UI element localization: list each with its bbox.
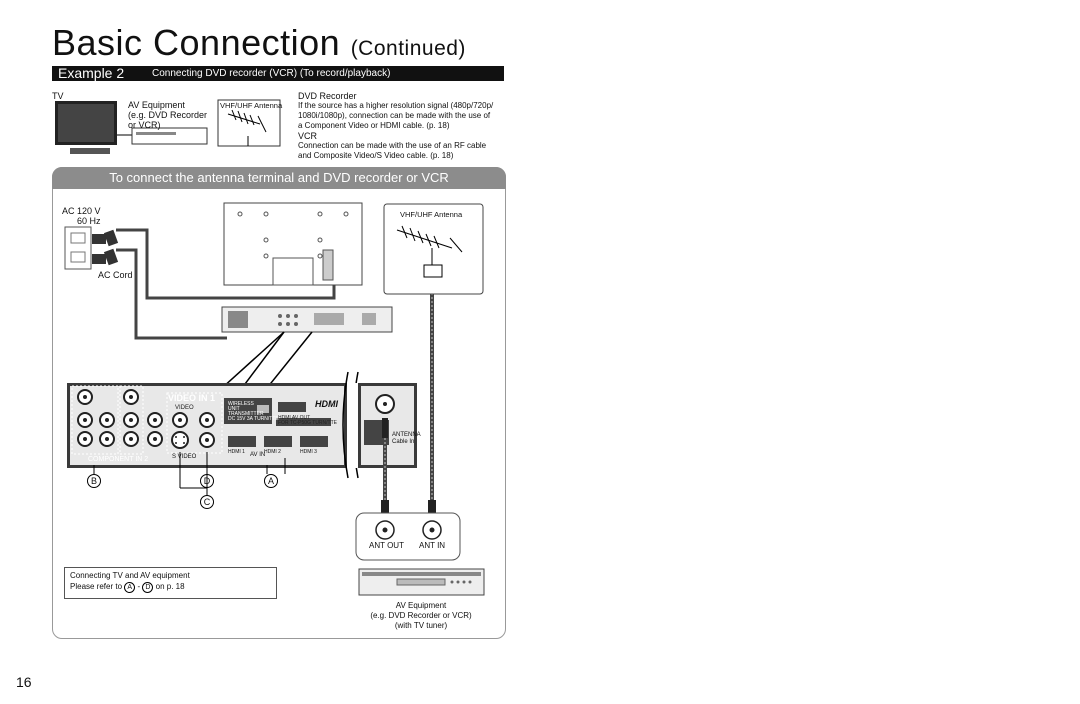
ac-cord-label: AC Cord: [98, 270, 133, 280]
dc-label: DC 15V 3A TURN/TTE: [228, 416, 279, 422]
av-equipment-eg: (e.g. DVD Recorder: [128, 110, 208, 120]
antenna-label: ANTENNA: [392, 432, 421, 438]
note-line-2: [70, 581, 276, 593]
hdmi1-label: HDMI 1: [228, 449, 245, 455]
hdmi3-label: HDMI 3: [300, 449, 317, 455]
wireless-labels: [228, 402, 279, 422]
rf-cable-ant-out: [381, 418, 389, 520]
av-equipment-bottom-label: [355, 601, 487, 631]
tv-back-illustration: [224, 203, 362, 285]
ac-voltage: AC 120 V: [62, 206, 101, 216]
av-equipment-bottom: AV Equipment: [395, 601, 447, 610]
dvd-heading: DVD Recorder: [298, 91, 357, 101]
title-suffix: (Continued): [350, 37, 466, 60]
video-in-1-label: VIDEO IN 1: [168, 393, 216, 403]
av-equipment-bottom-eg: (e.g. DVD Recorder or VCR): [370, 611, 472, 620]
label-d: D: [200, 474, 214, 488]
vcr-text-1: Connection can be made with the use of an RF cable: [298, 141, 487, 150]
note-prefix: Please refer to: [70, 582, 123, 591]
tv-label: TV: [52, 91, 64, 101]
video-label: VIDEO: [175, 405, 194, 411]
hdmi-av-out-sub: FOR TC-P50G TURN/TTE: [278, 420, 337, 426]
antenna-cable-in-label: [392, 432, 421, 446]
wireless-label: WIRELESS: [228, 401, 254, 407]
dvd-text-3: a Component Video or HDMI cable. (p. 18): [298, 121, 450, 130]
antenna-label-top: VHF/UHF Antenna: [220, 101, 283, 110]
ant-out-label: ANT OUT: [369, 541, 404, 550]
dvd-text-1: If the source has a higher resolution signal (480p/720p/: [298, 101, 494, 110]
example-label: Example 2: [58, 65, 125, 81]
rf-cable-antenna: [428, 285, 436, 520]
av-equipment-bottom-tuner: (with TV tuner): [394, 621, 448, 630]
hdmi-av-out-port: [278, 402, 306, 412]
panel-heading: To connect the antenna terminal and DVD recorder or VCR: [52, 167, 506, 189]
av-equipment-label: AV Equipment: [128, 100, 185, 110]
av-equipment-top: [128, 100, 207, 130]
page-title: [52, 22, 466, 64]
ant-jack-box: [356, 513, 460, 560]
note-suffix: on p. 18: [155, 582, 185, 591]
vcr-heading: VCR: [298, 131, 318, 141]
s-video-label: S VIDEO: [172, 454, 197, 460]
label-c: C: [200, 495, 214, 509]
ac-frequency: 60 Hz: [77, 216, 101, 226]
component-in-2-label: COMPONENT IN 2: [88, 456, 149, 463]
dvd-text-2: 1080i/1080p), connection can be made with the use of: [298, 111, 491, 120]
title-main: Basic Connection: [52, 22, 341, 63]
vcr-text-2: and Composite Video/S Video cable. (p. 18): [298, 151, 454, 160]
cable-in-label: Cable In: [392, 439, 415, 445]
page-number: 16: [16, 674, 32, 690]
hdmi-av-out-label: HDMI AV OUT: [278, 415, 311, 421]
reference-note-box: [64, 567, 277, 599]
ac-plug-icon: [92, 230, 118, 266]
example-bar: [52, 66, 504, 81]
hdmi-logo: HDMI: [315, 399, 338, 409]
note-a-circle: A: [124, 582, 135, 593]
hdmi-av-out-labels: [278, 416, 337, 426]
unit-label: UNIT: [228, 406, 240, 412]
av-in-label: AV IN: [250, 452, 266, 458]
dvd-vcr-notes: [298, 91, 508, 161]
transmitter-label: TRANSMITTER: [228, 411, 264, 417]
example-description: Connecting DVD recorder (VCR) (To record/playback): [152, 68, 391, 79]
note-d-circle: D: [142, 582, 153, 593]
hdmi2-label: HDMI 2: [264, 449, 281, 455]
recorder-power-cord: [116, 250, 227, 338]
label-a: A: [264, 474, 278, 488]
label-b: B: [87, 474, 101, 488]
antenna-label-panel: VHF/UHF Antenna: [400, 210, 463, 219]
note-dash: -: [137, 582, 141, 591]
hdmi-input-ports: [228, 436, 328, 447]
ant-in-label: ANT IN: [419, 541, 446, 550]
s-video-jack: [172, 432, 188, 448]
dvd-recorder-illustration: [132, 128, 207, 144]
av-equipment-eg2: or VCR): [128, 120, 161, 130]
note-line-1: Connecting TV and AV equipment: [70, 571, 190, 580]
